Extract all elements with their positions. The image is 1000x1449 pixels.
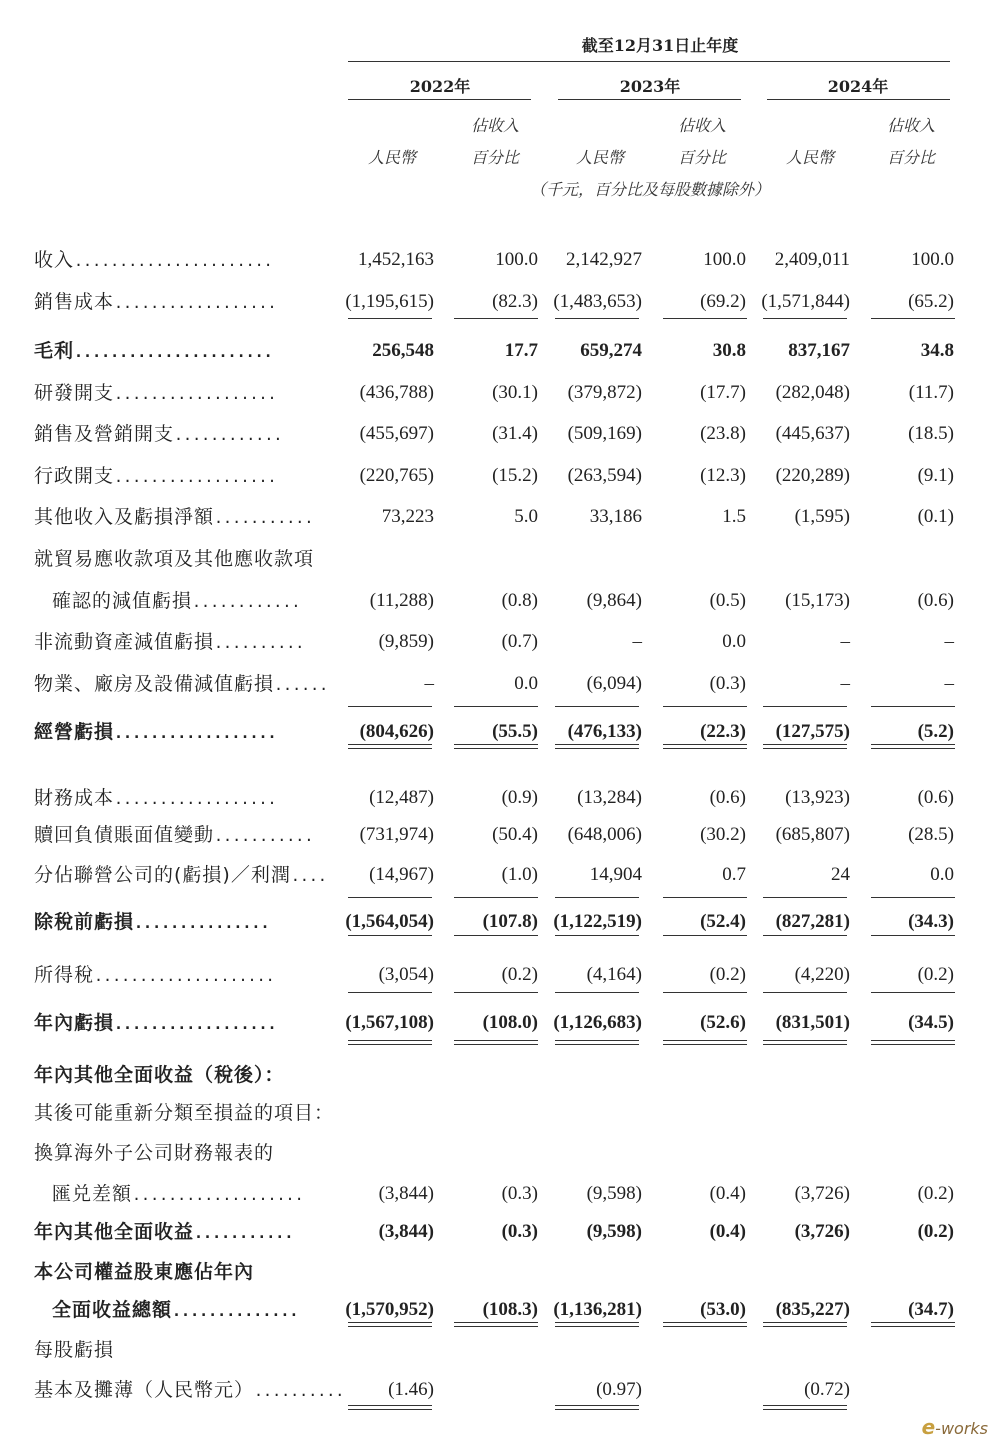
cell-percent: (69.2) (700, 291, 746, 312)
row-label (34, 461, 277, 492)
table-row (0, 1098, 1000, 1128)
cell-percent: (0.2) (709, 964, 746, 985)
row-label-text: 確認的減值虧損 (52, 590, 193, 612)
table-row (0, 1217, 1000, 1247)
cell-percent: (30.2) (700, 824, 746, 845)
cell-rmb: (835,227) (775, 1299, 850, 1320)
col-pct-bottom-2024: 百分比 (886, 148, 935, 167)
leader-dots: ............... (134, 914, 270, 932)
cell-percent: – (944, 673, 954, 694)
double-underline (871, 1040, 955, 1045)
table-row (0, 1257, 1000, 1287)
year-rule-2024 (767, 99, 950, 100)
row-label (34, 502, 313, 533)
cell-percent: (9.1) (917, 465, 954, 486)
cell-rmb: 33,186 (589, 506, 642, 527)
col-pct-bottom-2022: 百分比 (470, 148, 519, 167)
cell-rmb: (0.97) (596, 1379, 642, 1400)
underline (663, 706, 747, 707)
cell-rmb: (3,054) (378, 964, 434, 985)
table-row (0, 544, 1000, 574)
cell-rmb: – (840, 631, 850, 652)
cell-percent: (65.2) (908, 291, 954, 312)
table-row (0, 1179, 1000, 1209)
row-label-text: 經營虧損 (34, 721, 115, 743)
cell-percent: 34.8 (920, 340, 954, 361)
table-row (0, 502, 1000, 532)
underline (871, 935, 955, 936)
double-underline (454, 1322, 538, 1327)
double-underline (763, 1040, 847, 1045)
cell-rmb: (127,575) (775, 721, 850, 742)
cell-percent: (23.8) (700, 423, 746, 444)
underline (663, 935, 747, 936)
row-label (34, 1217, 293, 1248)
cell-rmb: 73,223 (381, 506, 434, 527)
underline (763, 935, 847, 936)
row-label-text: 年內其他全面收益 (34, 1221, 195, 1243)
cell-percent: (0.2) (917, 1221, 954, 1242)
cell-percent: (15.2) (492, 465, 538, 486)
row-label (52, 1179, 304, 1210)
cell-rmb: (9,598) (586, 1183, 642, 1204)
row-label (34, 1008, 277, 1039)
row-label (34, 544, 314, 575)
year-header-2022: 2022年 (409, 77, 471, 96)
table-row (0, 378, 1000, 408)
cell-percent: 5.0 (514, 506, 538, 527)
table-row (0, 820, 1000, 850)
cell-rmb: (0.72) (804, 1379, 850, 1400)
double-underline (871, 1322, 955, 1327)
cell-percent: (0.3) (501, 1183, 538, 1204)
cell-rmb: (1,595) (794, 506, 850, 527)
double-underline (663, 1040, 747, 1045)
leader-dots: .................. (114, 724, 277, 742)
double-underline (555, 1322, 639, 1327)
double-underline (663, 744, 747, 749)
cell-percent: (34.7) (908, 1299, 954, 1320)
year-header-2023: 2023年 (619, 77, 681, 96)
row-label-text: 年內虧損 (34, 1012, 115, 1034)
cell-rmb: (731,974) (359, 824, 434, 845)
cell-rmb: (1.46) (388, 1379, 434, 1400)
cell-rmb: (282,048) (775, 382, 850, 403)
leader-dots: ............ (174, 426, 283, 444)
cell-rmb: – (632, 631, 642, 652)
double-underline (348, 1405, 432, 1410)
cell-percent: (30.1) (492, 382, 538, 403)
row-label-text: 換算海外子公司財務報表的 (34, 1142, 275, 1164)
cell-percent: (22.3) (700, 721, 746, 742)
row-label-text: 物業、廠房及設備減值虧損 (34, 673, 275, 695)
cell-rmb: (9,859) (378, 631, 434, 652)
cell-percent: (108.0) (482, 1012, 538, 1033)
double-underline (454, 1040, 538, 1045)
row-label-text: 年內其他全面收益（稅後）： (34, 1064, 285, 1086)
row-label-text: 其後可能重新分類至損益的項目： (34, 1102, 335, 1124)
cell-percent: (0.5) (709, 590, 746, 611)
underline (871, 706, 955, 707)
table-row (0, 627, 1000, 657)
row-label (34, 419, 282, 450)
cell-percent: (82.3) (492, 291, 538, 312)
cell-rmb: (220,765) (359, 465, 434, 486)
cell-percent: (0.2) (917, 964, 954, 985)
col-pct-top-2022: 佔收入 (470, 116, 519, 135)
underline (454, 935, 538, 936)
underline (871, 897, 955, 898)
row-label (34, 669, 328, 700)
cell-rmb: (804,626) (359, 721, 434, 742)
col-rmb-2022: 人民幣 (367, 148, 416, 167)
cell-rmb: (3,844) (378, 1221, 434, 1242)
cell-rmb: 14,904 (589, 864, 642, 885)
cell-rmb: (509,169) (567, 423, 642, 444)
double-underline (763, 1322, 847, 1327)
col-rmb-2024: 人民幣 (785, 148, 834, 167)
unit-note: （千元，百分比及每股數據除外） (530, 180, 771, 199)
cell-rmb: (1,570,952) (345, 1299, 434, 1320)
cell-rmb: (11,288) (369, 590, 434, 611)
cell-rmb: (3,726) (794, 1221, 850, 1242)
cell-rmb: (3,844) (378, 1183, 434, 1204)
table-row (0, 1375, 1000, 1405)
cell-percent: 17.7 (504, 340, 538, 361)
cell-rmb: (648,006) (567, 824, 642, 845)
row-label-text: 其他收入及虧損淨額 (34, 506, 215, 528)
cell-percent: 100.0 (911, 249, 954, 270)
cell-percent: (0.8) (501, 590, 538, 611)
cell-percent: (108.3) (482, 1299, 538, 1320)
cell-percent: 0.7 (722, 864, 746, 885)
underline (454, 318, 538, 319)
cell-percent: (53.0) (700, 1299, 746, 1320)
table-row (0, 336, 1000, 366)
cell-percent: (34.3) (908, 911, 954, 932)
leader-dots: .......... (214, 634, 305, 652)
cell-rmb: (1,483,653) (553, 291, 642, 312)
cell-percent: (0.4) (709, 1183, 746, 1204)
cell-rmb: (379,872) (567, 382, 642, 403)
watermark-prefix: e (921, 1415, 936, 1439)
table-row (0, 860, 1000, 890)
cell-percent: 30.8 (712, 340, 746, 361)
table-row (0, 1295, 1000, 1325)
double-underline (555, 1040, 639, 1045)
underline (763, 318, 847, 319)
leader-dots: .............. (172, 1302, 299, 1320)
cell-rmb: (1,126,683) (553, 1012, 642, 1033)
underline (454, 706, 538, 707)
double-underline (663, 1322, 747, 1327)
table-row (0, 960, 1000, 990)
cell-rmb: (12,487) (369, 787, 434, 808)
table-row (0, 669, 1000, 699)
table-row (0, 287, 1000, 317)
cell-rmb: (1,136,281) (553, 1299, 642, 1320)
cell-rmb: – (840, 673, 850, 694)
table-row (0, 1008, 1000, 1038)
row-label (34, 860, 327, 891)
underline (871, 318, 955, 319)
cell-rmb: 24 (831, 864, 850, 885)
underline (348, 318, 432, 319)
table-row (0, 461, 1000, 491)
cell-percent: – (944, 631, 954, 652)
cell-percent: (17.7) (700, 382, 746, 403)
cell-percent: (52.6) (700, 1012, 746, 1033)
cell-percent: 0.0 (722, 631, 746, 652)
row-label-text: 收入 (34, 249, 75, 271)
double-underline (348, 1040, 432, 1045)
table-row (0, 1060, 1000, 1090)
leader-dots: .......... (254, 1382, 345, 1400)
cell-percent: (11.7) (908, 382, 954, 403)
cell-rmb: (13,284) (577, 787, 642, 808)
underline (555, 992, 639, 993)
row-label (52, 1295, 298, 1326)
cell-percent: (18.5) (908, 423, 954, 444)
year-rule-2023 (558, 99, 741, 100)
row-label (34, 1375, 344, 1406)
col-pct-top-2024: 佔收入 (886, 116, 935, 135)
year-header-2024: 2024年 (827, 77, 889, 96)
row-label-text: 毛利 (34, 340, 75, 362)
cell-percent: (52.4) (700, 911, 746, 932)
period-header: 截至12月31日止年度 (581, 36, 739, 55)
row-label-text: 銷售及營銷開支 (34, 423, 175, 445)
cell-percent: (0.1) (917, 506, 954, 527)
double-underline (763, 744, 847, 749)
cell-percent: 1.5 (722, 506, 746, 527)
table-row (0, 419, 1000, 449)
table-row (0, 907, 1000, 937)
row-label-text: 財務成本 (34, 787, 115, 809)
cell-percent: (0.3) (709, 673, 746, 694)
cell-percent: (0.2) (917, 1183, 954, 1204)
cell-rmb: (9,864) (586, 590, 642, 611)
underline (555, 897, 639, 898)
year-rule-2022 (348, 99, 531, 100)
leader-dots: ........... (194, 1224, 294, 1242)
table-row (0, 245, 1000, 275)
cell-rmb: (455,697) (359, 423, 434, 444)
underline (454, 992, 538, 993)
row-label-text: 全面收益總額 (52, 1299, 173, 1321)
cell-rmb: (3,726) (794, 1183, 850, 1204)
row-label (34, 960, 275, 991)
cell-rmb: (263,594) (567, 465, 642, 486)
leader-dots: ........... (214, 509, 314, 527)
cell-percent: (0.9) (501, 787, 538, 808)
row-label (34, 1138, 274, 1169)
underline (348, 992, 432, 993)
underline (348, 935, 432, 936)
cell-rmb: 2,409,011 (774, 249, 850, 270)
leader-dots: .................. (114, 385, 277, 403)
cell-percent: (0.6) (917, 787, 954, 808)
row-label-text: 本公司權益股東應佔年內 (34, 1261, 255, 1283)
cell-rmb: (436,788) (359, 382, 434, 403)
leader-dots: ...................... (74, 252, 273, 270)
cell-rmb: (6,094) (586, 673, 642, 694)
cell-rmb: (4,164) (586, 964, 642, 985)
underline (555, 935, 639, 936)
double-underline (763, 1405, 847, 1410)
cell-percent: 0.0 (930, 864, 954, 885)
cell-rmb: (685,807) (775, 824, 850, 845)
cell-percent: (28.5) (908, 824, 954, 845)
cell-percent: (0.2) (501, 964, 538, 985)
cell-percent: (31.4) (492, 423, 538, 444)
cell-percent: 0.0 (514, 673, 538, 694)
row-label (34, 287, 277, 318)
row-label-text: 就貿易應收款項及其他應收款項 (34, 548, 315, 570)
col-pct-top-2023: 佔收入 (677, 116, 726, 135)
row-label (34, 783, 277, 814)
watermark-text: -works (935, 1419, 988, 1438)
row-label-text: 行政開支 (34, 465, 115, 487)
underline (555, 318, 639, 319)
row-label (34, 820, 313, 851)
double-underline (555, 744, 639, 749)
cell-rmb: 837,167 (788, 340, 850, 361)
cell-percent: (55.5) (492, 721, 538, 742)
row-label (34, 336, 273, 367)
row-label-text: 贖回負債賬面值變動 (34, 824, 215, 846)
cell-rmb: 1,452,163 (358, 249, 434, 270)
underline (763, 897, 847, 898)
cell-percent: (1.0) (501, 864, 538, 885)
cell-percent: 100.0 (703, 249, 746, 270)
row-label (34, 627, 304, 658)
cell-rmb: (476,133) (567, 721, 642, 742)
leader-dots: ...... (274, 676, 329, 694)
double-underline (454, 744, 538, 749)
row-label (34, 245, 273, 276)
cell-rmb: (1,564,054) (345, 911, 434, 932)
row-label-text: 匯兑差額 (52, 1183, 133, 1205)
row-label (34, 907, 269, 938)
underline (555, 706, 639, 707)
cell-rmb: (1,195,615) (345, 291, 434, 312)
cell-rmb: 659,274 (580, 340, 642, 361)
row-label (34, 1257, 254, 1288)
cell-rmb: (13,923) (785, 787, 850, 808)
cell-rmb: (220,289) (775, 465, 850, 486)
table-row (0, 1138, 1000, 1168)
underline (871, 992, 955, 993)
cell-percent: (0.6) (917, 590, 954, 611)
underline (348, 706, 432, 707)
cell-rmb: 2,142,927 (566, 249, 642, 270)
underline (348, 897, 432, 898)
cell-percent: (0.6) (709, 787, 746, 808)
cell-rmb: (1,122,519) (553, 911, 642, 932)
underline (763, 706, 847, 707)
row-label-text: 銷售成本 (34, 291, 115, 313)
underline (454, 897, 538, 898)
leader-dots: .................. (114, 294, 277, 312)
row-label (34, 1098, 334, 1129)
row-label (34, 1060, 285, 1091)
cell-rmb: (1,567,108) (345, 1012, 434, 1033)
cell-rmb: (15,173) (785, 590, 850, 611)
leader-dots: ................... (132, 1186, 304, 1204)
cell-rmb: – (424, 673, 434, 694)
leader-dots: .................. (114, 468, 277, 486)
cell-rmb: 256,548 (372, 340, 434, 361)
double-underline (348, 1322, 432, 1327)
col-pct-bottom-2023: 百分比 (677, 148, 726, 167)
row-label-text: 分佔聯營公司的(虧損)／利潤 (34, 864, 291, 886)
leader-dots: ............ (192, 593, 301, 611)
col-rmb-2023: 人民幣 (575, 148, 624, 167)
underline (663, 897, 747, 898)
cell-percent: (5.2) (917, 721, 954, 742)
table-row (0, 1335, 1000, 1365)
double-underline (555, 1405, 639, 1410)
watermark-logo (922, 1415, 988, 1439)
cell-rmb: (445,637) (775, 423, 850, 444)
cell-rmb: (1,571,844) (761, 291, 850, 312)
underline (763, 992, 847, 993)
leader-dots: ........... (214, 827, 314, 845)
cell-rmb: (831,501) (775, 1012, 850, 1033)
cell-percent: (12.3) (700, 465, 746, 486)
cell-rmb: (9,598) (586, 1221, 642, 1242)
cell-percent: (34.5) (908, 1012, 954, 1033)
cell-rmb: (827,281) (775, 911, 850, 932)
row-label-text: 非流動資產減值虧損 (34, 631, 215, 653)
row-label (34, 717, 277, 748)
leader-dots: .................. (114, 790, 277, 808)
row-label-text: 基本及攤薄（人民幣元） (34, 1379, 255, 1401)
row-label (52, 586, 300, 617)
underline (663, 992, 747, 993)
leader-dots: .................. (114, 1015, 277, 1033)
leader-dots: .... (290, 867, 327, 885)
table-row (0, 586, 1000, 616)
leader-dots: .................... (94, 967, 275, 985)
cell-rmb: (14,967) (369, 864, 434, 885)
row-label (34, 1335, 114, 1366)
table-row (0, 717, 1000, 747)
row-label-text: 每股虧損 (34, 1339, 115, 1361)
double-underline (871, 744, 955, 749)
double-underline (348, 744, 432, 749)
cell-percent: (50.4) (492, 824, 538, 845)
cell-percent: 100.0 (495, 249, 538, 270)
row-label-text: 除稅前虧損 (34, 911, 135, 933)
leader-dots: ...................... (74, 343, 273, 361)
row-label (34, 378, 277, 409)
cell-percent: (0.7) (501, 631, 538, 652)
row-label-text: 所得稅 (34, 964, 95, 986)
table-row (0, 783, 1000, 813)
period-rule (348, 61, 950, 62)
cell-percent: (107.8) (482, 911, 538, 932)
cell-rmb: (4,220) (794, 964, 850, 985)
cell-percent: (0.3) (501, 1221, 538, 1242)
cell-percent: (0.4) (709, 1221, 746, 1242)
underline (663, 318, 747, 319)
row-label-text: 研發開支 (34, 382, 115, 404)
